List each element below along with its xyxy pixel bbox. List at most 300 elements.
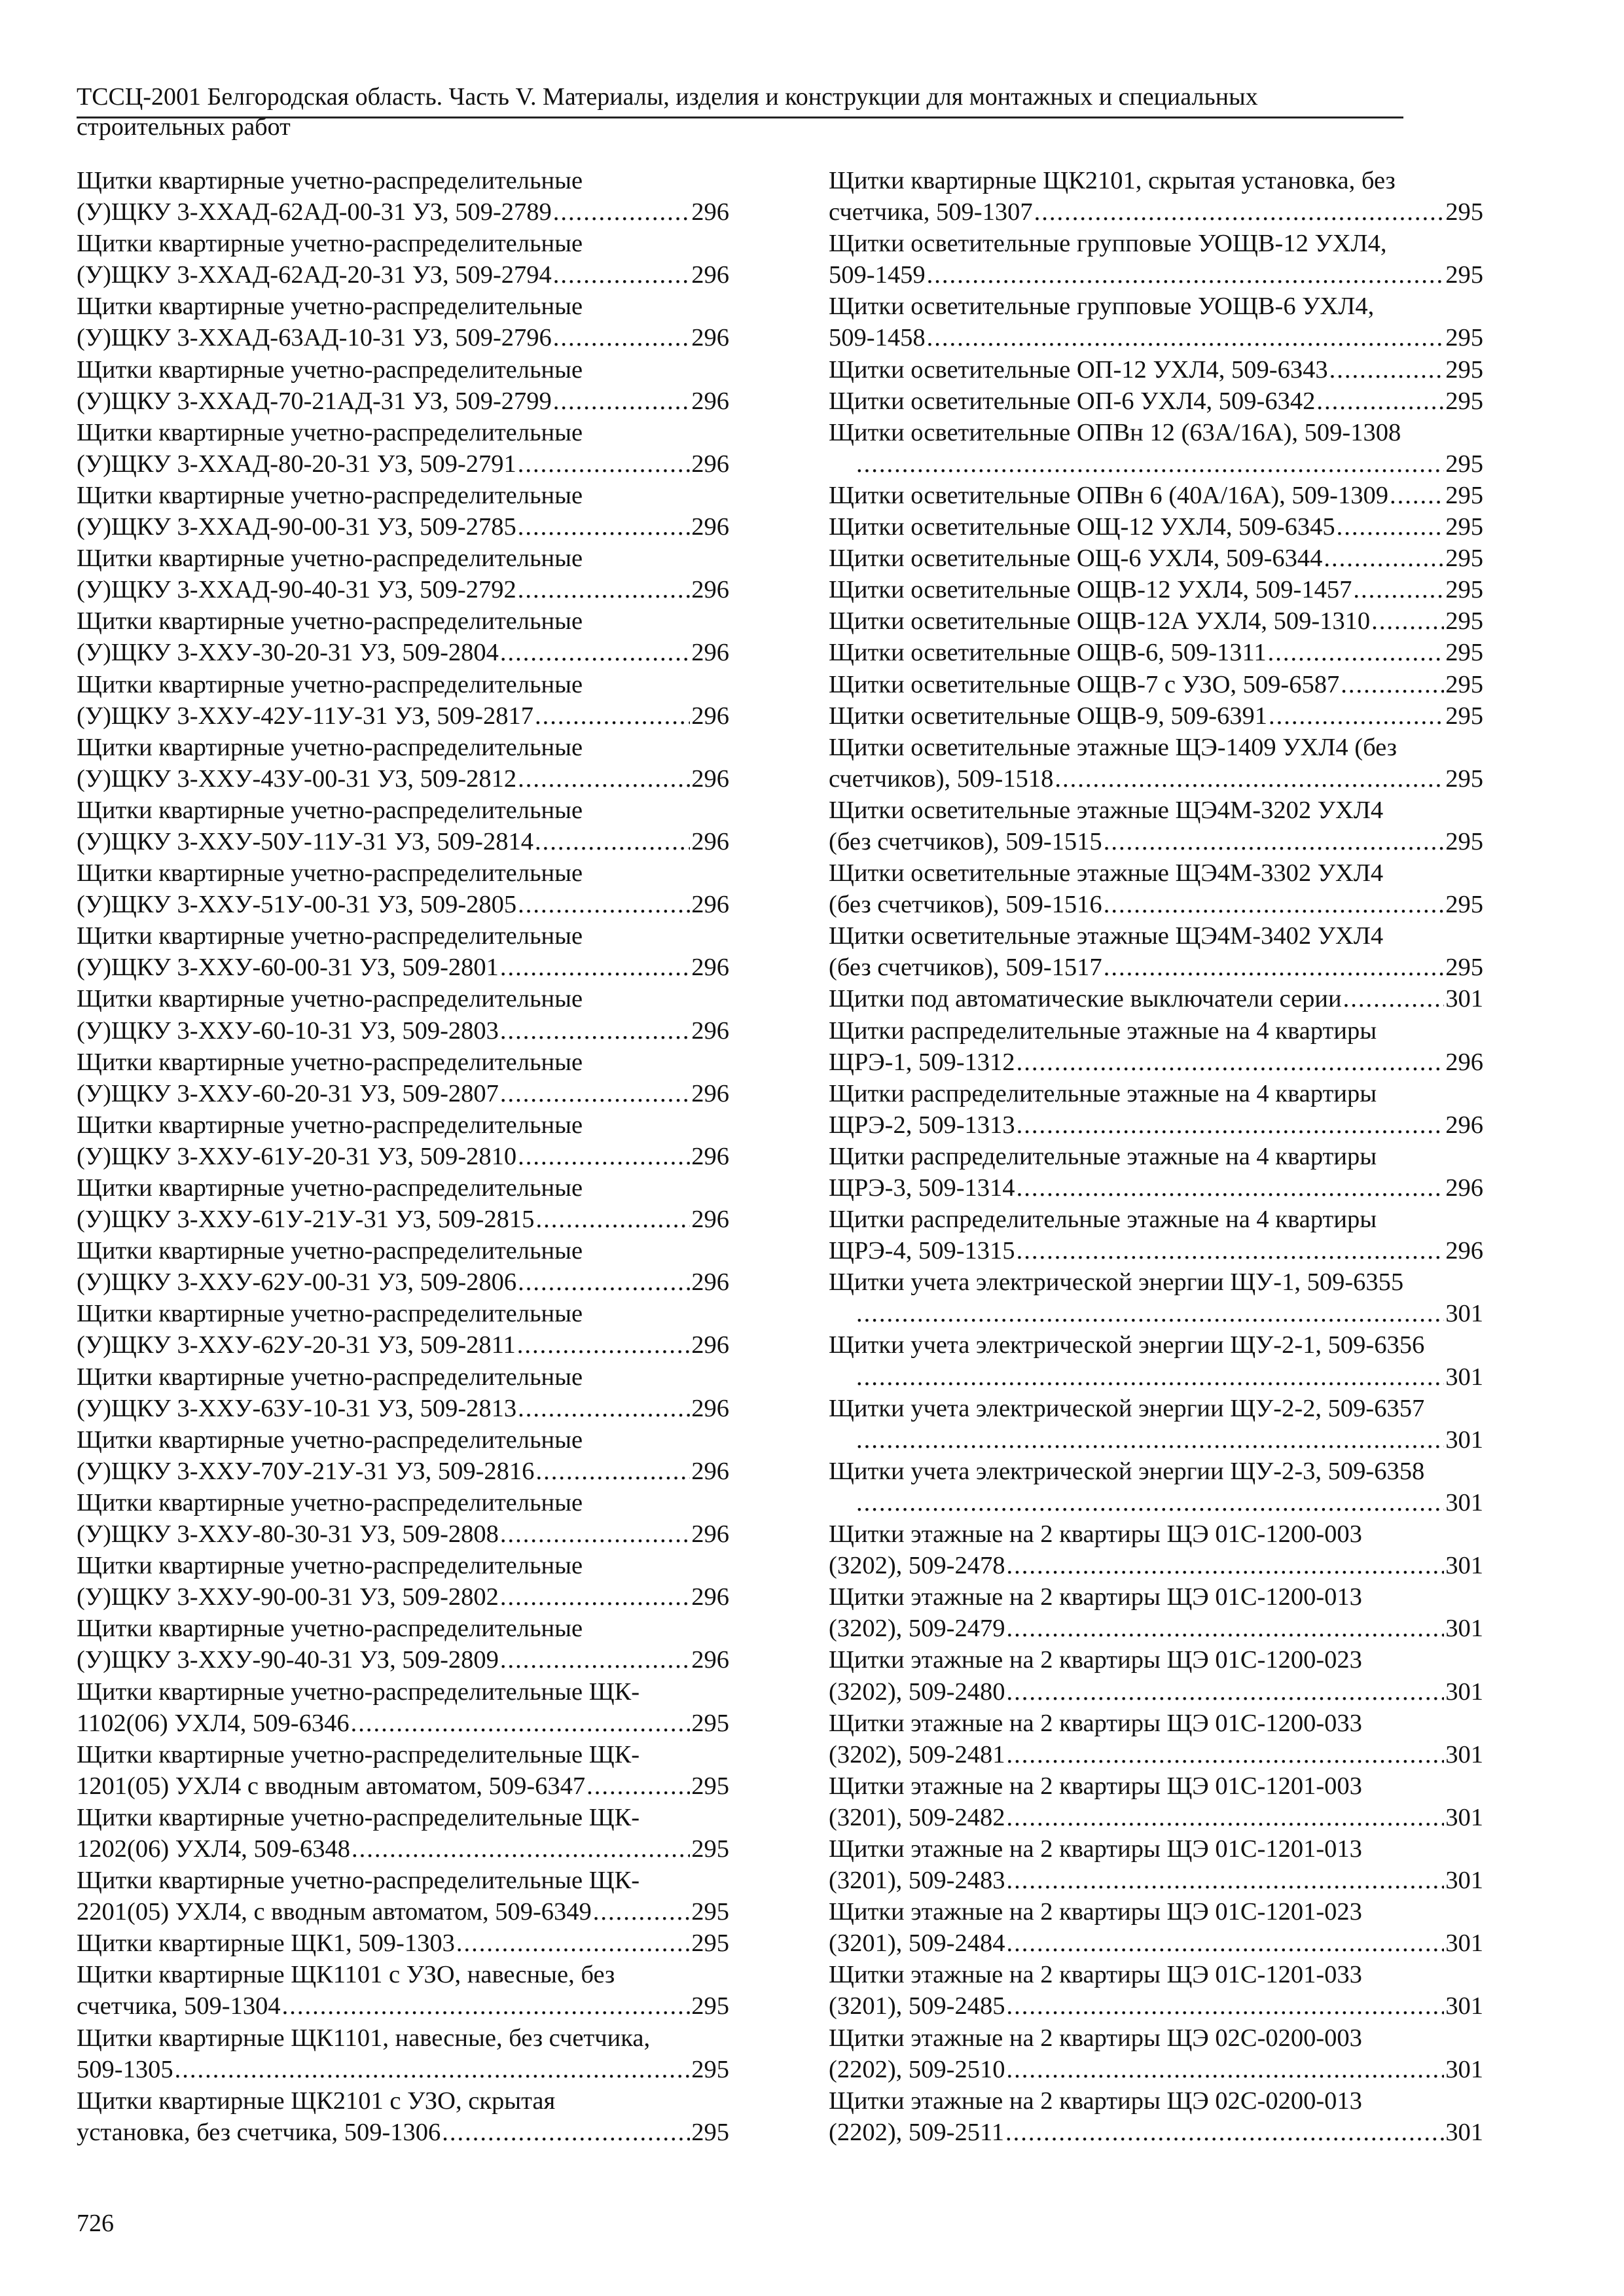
entry-text: Щитки этажные на 2 квартиры ЩЭ 01С-1201-013 xyxy=(829,1835,1362,1863)
dot-leader xyxy=(593,1896,690,1928)
entry-text: Щитки этажные на 2 квартиры ЩЭ 01С-1201-033 xyxy=(829,1961,1362,1989)
page-number: 726 xyxy=(77,2210,114,2237)
entry-text: 509-1459 xyxy=(829,261,926,289)
dot-leader xyxy=(535,1204,690,1235)
index-entry xyxy=(829,1204,1483,1266)
entry-last-line xyxy=(829,763,1483,795)
index-entry xyxy=(77,291,729,353)
dot-leader xyxy=(1006,1550,1444,1581)
entry-last-line xyxy=(77,700,729,732)
entry-text: Щитки квартирные учетно-распределительные xyxy=(77,1363,583,1391)
entry-page-number: 296 xyxy=(691,1142,729,1170)
index-entry xyxy=(829,920,1483,983)
entry-last-line xyxy=(829,1676,1483,1708)
entry-text: Щитки квартирные учетно-распределительные xyxy=(77,355,583,384)
entry-text: (У)ЩКУ 3-ХХАД-63АД-10-31 УЗ, 509-2796 xyxy=(77,324,552,352)
dot-leader xyxy=(927,322,1445,353)
entry-text: 1102(06) УХЛ4, 509-6346 xyxy=(77,1709,350,1737)
entry-last-line xyxy=(77,826,729,857)
dot-leader xyxy=(1371,605,1444,637)
entry-text: Щитки осветительные ОЩ-12 УХЛ4, 509-6345 xyxy=(829,513,1335,541)
dot-leader xyxy=(1353,574,1444,605)
entry-text: (У)ЩКУ 3-ХХУ-43У-00-31 УЗ, 509-2812 xyxy=(77,764,517,793)
entry-page-number: 301 xyxy=(1445,1803,1483,1831)
dot-leader xyxy=(1006,2054,1444,2085)
entry-text: (У)ЩКУ 3-ХХУ-60-00-31 УЗ, 509-2801 xyxy=(77,954,499,982)
index-entry xyxy=(829,1833,1483,1896)
dot-leader xyxy=(553,386,690,417)
dot-leader xyxy=(518,574,691,605)
entry-page-number: 301 xyxy=(1445,1929,1483,1958)
entry-page-number: 295 xyxy=(1445,827,1483,855)
entry-text: (3202), 509-2480 xyxy=(829,1677,1005,1706)
entry-text: Щитки квартирные учетно-распределительные xyxy=(77,293,583,321)
index-entry xyxy=(829,291,1483,353)
entry-page-number: 296 xyxy=(691,1079,729,1107)
entry-text: Щитки осветительные групповые УОЩВ-12 УХЛ4, xyxy=(829,230,1387,258)
dot-leader xyxy=(1006,1865,1444,1896)
entry-text: Щитки квартирные учетно-распределительные xyxy=(77,230,583,258)
entry-last-line xyxy=(855,1361,1483,1393)
entry-last-line xyxy=(855,1424,1483,1456)
entry-text: Щитки осветительные групповые УОЩВ-6 УХЛ4, xyxy=(829,293,1375,321)
entry-page-number: 295 xyxy=(691,1898,729,1926)
entry-text: Щитки осветительные этажные ЩЭ4М-3302 УХЛ4 xyxy=(829,859,1384,888)
entry-text: (3201), 509-2483 xyxy=(829,1867,1005,1895)
entry-text: 1201(05) УХЛ4 с вводным автоматом, 509-6347 xyxy=(77,1772,586,1800)
dot-leader xyxy=(856,1361,1444,1393)
index-entry xyxy=(829,1266,1483,1329)
entry-text: 2201(05) УХЛ4, с вводным автоматом, 509-6349 xyxy=(77,1898,592,1926)
index-entry xyxy=(829,1141,1483,1204)
entry-last-line xyxy=(77,259,729,291)
dot-leader xyxy=(1341,669,1444,700)
entry-text: (У)ЩКУ 3-ХХУ-61У-20-31 УЗ, 509-2810 xyxy=(77,1142,517,1170)
entry-text: (3202), 509-2479 xyxy=(829,1615,1005,1643)
entry-page-number: 295 xyxy=(1445,198,1483,226)
dot-leader xyxy=(518,1266,690,1298)
dot-leader xyxy=(175,2054,691,2085)
dot-leader xyxy=(856,1424,1444,1456)
entry-last-line xyxy=(829,2117,1483,2148)
dot-leader xyxy=(517,1329,691,1361)
entry-last-line xyxy=(77,1393,729,1424)
entry-text: Щитки квартирные учетно-распределительные xyxy=(77,1426,583,1454)
entry-text: (У)ЩКУ 3-ХХАД-90-00-31 УЗ, 509-2785 xyxy=(77,513,516,541)
entry-last-line xyxy=(829,1990,1483,2022)
entry-page-number: 295 xyxy=(691,2118,729,2146)
entry-text: Щитки квартирные ЩК2101 с УЗО, скрытая xyxy=(77,2087,556,2115)
index-entry xyxy=(829,1456,1483,1518)
dot-leader xyxy=(500,1518,690,1550)
index-entry xyxy=(829,1644,1483,1707)
entry-text: Щитки квартирные учетно-распределительные xyxy=(77,1048,583,1076)
index-entry xyxy=(77,228,729,291)
entry-last-line xyxy=(829,1739,1483,1770)
entry-page-number: 295 xyxy=(691,1772,729,1800)
index-entry xyxy=(829,700,1483,732)
index-entry xyxy=(829,165,1483,228)
index-entry xyxy=(829,417,1483,480)
entry-page-number: 295 xyxy=(1445,954,1483,982)
dot-leader xyxy=(1006,1928,1444,1959)
dot-leader xyxy=(1104,889,1445,920)
entry-page-number: 296 xyxy=(1445,1111,1483,1139)
entry-page-number: 301 xyxy=(1445,1300,1483,1328)
entry-text: Щитки квартирные учетно-распределительные xyxy=(77,1174,583,1202)
entry-text: Щитки распределительные этажные на 4 квартиры xyxy=(829,1206,1377,1234)
entry-text: Щитки квартирные учетно-распределительные xyxy=(77,1300,583,1328)
entry-text: Щитки осветительные ОЩВ-6, 509-1311 xyxy=(829,639,1267,667)
entry-text: (У)ЩКУ 3-ХХУ-62У-20-31 УЗ, 509-2811 xyxy=(77,1331,516,1359)
index-entry xyxy=(829,637,1483,668)
entry-page-number: 301 xyxy=(1445,1992,1483,2020)
entry-text: Щитки этажные на 2 квартиры ЩЭ 02С-0200-013 xyxy=(829,2087,1362,2115)
entry-last-line xyxy=(829,1928,1483,1959)
entry-page-number: 301 xyxy=(1445,2055,1483,2083)
entry-last-line xyxy=(829,1047,1483,1078)
header-line-1: ТССЦ-2001 Белгородская область. Часть V. Материалы, изделия и конструкции для монтажных и специальных xyxy=(77,83,1258,111)
index-entry xyxy=(77,480,729,543)
entry-page-number: 295 xyxy=(1445,450,1483,478)
entry-text: ЩРЭ-1, 509-1312 xyxy=(829,1048,1015,1076)
entry-page-number: 296 xyxy=(691,450,729,478)
dot-leader xyxy=(1017,1047,1445,1078)
dot-leader xyxy=(518,1141,690,1172)
entry-text: Щитки этажные на 2 квартиры ЩЭ 01С-1201-003 xyxy=(829,1772,1362,1800)
dot-leader xyxy=(856,1298,1444,1329)
dot-leader xyxy=(500,1581,690,1613)
index-entry xyxy=(829,1518,1483,1581)
dot-leader xyxy=(1390,480,1444,511)
entry-page-number: 296 xyxy=(691,954,729,982)
entry-text: Щитки под автоматические выключатели серии xyxy=(829,985,1342,1013)
entry-last-line xyxy=(855,1298,1483,1329)
entry-text: счетчиков), 509-1518 xyxy=(829,764,1054,793)
entry-page-number: 296 xyxy=(691,1268,729,1297)
dot-leader xyxy=(535,1456,690,1487)
dot-leader xyxy=(553,322,690,353)
entry-text: Щитки квартирные учетно-распределительные xyxy=(77,1615,583,1643)
entry-text: (3201), 509-2484 xyxy=(829,1929,1005,1958)
entry-text: (У)ЩКУ 3-ХХУ-60-10-31 УЗ, 509-2803 xyxy=(77,1016,499,1045)
dot-leader xyxy=(1104,952,1445,983)
entry-text: счетчика, 509-1307 xyxy=(829,198,1033,226)
entry-text: Щитки квартирные учетно-распределительные xyxy=(77,796,583,824)
entry-page-number: 296 xyxy=(691,198,729,226)
entry-text: Щитки квартирные учетно-распределительные xyxy=(77,1111,583,1139)
entry-page-number: 296 xyxy=(691,1646,729,1674)
entry-text: Щитки осветительные ОЩВ-12 УХЛ4, 509-1457 xyxy=(829,576,1352,604)
dot-leader xyxy=(535,700,690,732)
entry-last-line xyxy=(855,1487,1483,1518)
dot-leader xyxy=(1316,386,1444,417)
entry-last-line xyxy=(77,889,729,920)
entry-text: Щитки осветительные этажные ЩЭ4М-3202 УХЛ4 xyxy=(829,796,1384,824)
index-entry xyxy=(829,2085,1483,2148)
entry-text: Щитки квартирные ЩК1101 с УЗО, навесные, без xyxy=(77,1961,615,1989)
index-entry xyxy=(829,795,1483,857)
entry-text: (У)ЩКУ 3-ХХУ-60-20-31 УЗ, 509-2807 xyxy=(77,1079,499,1107)
entry-last-line xyxy=(77,1644,729,1676)
entry-page-number: 295 xyxy=(1445,513,1483,541)
entry-text: Щитки квартирные учетно-распределительные xyxy=(77,607,583,636)
entry-text: Щитки этажные на 2 квартиры ЩЭ 01С-1200-023 xyxy=(829,1646,1362,1674)
entry-last-line xyxy=(829,1109,1483,1141)
entry-page-number: 301 xyxy=(1445,1363,1483,1391)
entry-last-line xyxy=(77,511,729,543)
entry-page-number: 301 xyxy=(1445,1867,1483,1895)
entry-page-number: 296 xyxy=(691,1331,729,1359)
entry-page-number: 295 xyxy=(691,2055,729,2083)
entry-last-line xyxy=(855,448,1483,480)
index-entry xyxy=(77,1676,729,1739)
entry-last-line xyxy=(829,1172,1483,1204)
entry-last-line xyxy=(77,196,729,228)
entry-last-line xyxy=(829,196,1483,228)
entry-page-number: 295 xyxy=(1445,355,1483,384)
entry-text: (без счетчиков), 509-1515 xyxy=(829,827,1102,855)
entry-last-line xyxy=(77,1518,729,1550)
entry-last-line xyxy=(77,1833,729,1865)
entry-last-line xyxy=(77,1141,729,1172)
index-entry xyxy=(829,386,1483,417)
entry-page-number: 295 xyxy=(691,1992,729,2020)
index-entry xyxy=(829,605,1483,637)
entry-text: Щитки квартирные учетно-распределительные xyxy=(77,859,583,888)
entry-page-number: 295 xyxy=(1445,261,1483,289)
index-entry xyxy=(77,1959,729,2022)
index-entry xyxy=(829,1896,1483,1959)
entry-text: (3202), 509-2481 xyxy=(829,1740,1005,1768)
entry-last-line xyxy=(829,2054,1483,2085)
entry-page-number: 301 xyxy=(1445,1677,1483,1706)
entry-last-line xyxy=(77,952,729,983)
dot-leader xyxy=(1006,1739,1444,1770)
entry-text: (У)ЩКУ 3-ХХАД-90-40-31 УЗ, 509-2792 xyxy=(77,576,516,604)
entry-last-line xyxy=(829,637,1483,668)
index-entry xyxy=(77,1361,729,1424)
header-rule xyxy=(77,117,1403,118)
entry-page-number: 296 xyxy=(691,1520,729,1549)
index-entry xyxy=(829,1581,1483,1644)
dot-leader xyxy=(518,889,690,920)
dot-leader xyxy=(856,1487,1444,1518)
dot-leader xyxy=(282,1990,691,2022)
entry-text: Щитки учета электрической энергии ЩУ-2-3, 509-6358 xyxy=(829,1457,1425,1485)
entry-text: Щитки этажные на 2 квартиры ЩЭ 01С-1200-033 xyxy=(829,1709,1362,1737)
entry-page-number: 296 xyxy=(691,891,729,919)
entry-last-line xyxy=(77,1770,729,1802)
dot-leader xyxy=(1104,826,1445,857)
entry-text: Щитки этажные на 2 квартиры ЩЭ 02С-0200-003 xyxy=(829,2024,1362,2052)
entry-page-number: 301 xyxy=(1445,1488,1483,1516)
entry-text: Щитки этажные на 2 квартиры ЩЭ 01С-1200-003 xyxy=(829,1520,1362,1549)
entry-page-number: 296 xyxy=(691,1583,729,1611)
entry-text: Щитки этажные на 2 квартиры ЩЭ 01С-1201-023 xyxy=(829,1898,1362,1926)
index-entry xyxy=(77,732,729,795)
dot-leader xyxy=(456,1928,690,1959)
entry-text: Щитки осветительные ОП-6 УХЛ4, 509-6342 xyxy=(829,387,1316,415)
index-entry xyxy=(77,669,729,732)
entry-last-line xyxy=(77,574,729,605)
entry-text: (3202), 509-2478 xyxy=(829,1552,1005,1580)
entry-text: Щитки квартирные учетно-распределительные ЩК- xyxy=(77,1677,640,1706)
entry-text: (без счетчиков), 509-1517 xyxy=(829,954,1102,982)
entry-text: (У)ЩКУ 3-ХХУ-63У-10-31 УЗ, 509-2813 xyxy=(77,1394,517,1422)
dot-leader xyxy=(1268,637,1445,668)
entry-text: Щитки этажные на 2 квартиры ЩЭ 01С-1200-013 xyxy=(829,1583,1362,1611)
dot-leader xyxy=(1017,1235,1445,1266)
entry-page-number: 295 xyxy=(1445,481,1483,509)
entry-text: (2202), 509-2511 xyxy=(829,2118,1005,2146)
entry-text: Щитки осветительные ОЩВ-9, 509-6391 xyxy=(829,702,1268,730)
entry-page-number: 301 xyxy=(1445,1426,1483,1454)
entry-last-line xyxy=(77,1329,729,1361)
entry-page-number: 296 xyxy=(691,1016,729,1045)
index-entry xyxy=(829,2022,1483,2085)
dot-leader xyxy=(518,763,690,795)
entry-text: Щитки учета электрической энергии ЩУ-2-2, 509-6357 xyxy=(829,1394,1425,1422)
entry-text: Щитки квартирные ЩК2101, скрытая установка, без xyxy=(829,167,1396,194)
entry-text: Щитки распределительные этажные на 4 квартиры xyxy=(829,1016,1377,1045)
entry-page-number: 295 xyxy=(1445,324,1483,352)
entry-last-line xyxy=(77,1990,729,2022)
dot-leader xyxy=(1005,2117,1444,2148)
entry-last-line xyxy=(829,1235,1483,1266)
entry-text: Щитки квартирные учетно-распределительные xyxy=(77,418,583,446)
index-entry xyxy=(829,1078,1483,1141)
index-entry xyxy=(77,417,729,480)
entry-page-number: 301 xyxy=(1445,1615,1483,1643)
index-entry xyxy=(829,1329,1483,1392)
entry-text: Щитки квартирные учетно-распределительные xyxy=(77,733,583,761)
entry-text: счетчика, 509-1304 xyxy=(77,1992,281,2020)
entry-text: (У)ЩКУ 3-ХХУ-51У-00-31 УЗ, 509-2805 xyxy=(77,891,517,919)
entry-last-line xyxy=(829,354,1483,386)
entry-last-line xyxy=(829,511,1483,543)
entry-text: Щитки квартирные учетно-распределительные ЩК- xyxy=(77,1740,640,1768)
entry-text: Щитки учета электрической энергии ЩУ-1, 509-6355 xyxy=(829,1268,1404,1297)
entry-page-number: 296 xyxy=(691,1206,729,1234)
index-entry xyxy=(77,354,729,417)
entry-last-line xyxy=(77,1896,729,1928)
index-entry xyxy=(77,983,729,1046)
entry-text: Щитки осветительные этажные ЩЭ-1409 УХЛ4 (без xyxy=(829,733,1397,761)
entry-text: ЩРЭ-3, 509-1314 xyxy=(829,1174,1015,1202)
index-entry xyxy=(77,920,729,983)
index-entry xyxy=(77,1109,729,1172)
entry-last-line xyxy=(829,700,1483,732)
entry-last-line xyxy=(77,1708,729,1739)
entry-last-line xyxy=(829,952,1483,983)
dot-leader xyxy=(1017,1109,1445,1141)
dot-leader xyxy=(500,1078,690,1109)
entry-text: (У)ЩКУ 3-ХХУ-90-00-31 УЗ, 509-2802 xyxy=(77,1583,499,1611)
index-entry xyxy=(77,605,729,668)
entry-text: Щитки осветительные ОПВн 12 (63А/16А), 509-1308 xyxy=(829,418,1401,446)
dot-leader xyxy=(518,448,691,480)
entry-text: (У)ЩКУ 3-ХХАД-80-20-31 УЗ, 509-2791 xyxy=(77,450,516,478)
entry-text: (У)ЩКУ 3-ХХУ-62У-00-31 УЗ, 509-2806 xyxy=(77,1268,517,1297)
entry-text: (2202), 509-2510 xyxy=(829,2055,1005,2083)
entry-page-number: 296 xyxy=(691,764,729,793)
entry-last-line xyxy=(77,322,729,353)
entry-page-number: 295 xyxy=(1445,545,1483,573)
index-entry xyxy=(77,1487,729,1550)
index-entry xyxy=(77,857,729,920)
entry-text: (У)ЩКУ 3-ХХУ-80-30-31 УЗ, 509-2808 xyxy=(77,1520,499,1549)
entry-text: Щитки осветительные ОП-12 УХЛ4, 509-6343 xyxy=(829,355,1328,384)
entry-text: (У)ЩКУ 3-ХХАД-62АД-00-31 УЗ, 509-2789 xyxy=(77,198,552,226)
dot-leader xyxy=(856,448,1444,480)
entry-page-number: 295 xyxy=(1445,387,1483,415)
entry-page-number: 295 xyxy=(1445,702,1483,730)
entry-text: (без счетчиков), 509-1516 xyxy=(829,891,1102,919)
dot-leader xyxy=(500,1015,690,1047)
entry-text: (У)ЩКУ 3-ХХАД-70-21АД-31 УЗ, 509-2799 xyxy=(77,387,552,415)
entry-page-number: 296 xyxy=(1445,1237,1483,1265)
entry-last-line xyxy=(829,1613,1483,1644)
index-entry xyxy=(829,983,1483,1014)
index-entry xyxy=(77,1613,729,1676)
entry-last-line xyxy=(77,2117,729,2148)
index-entry xyxy=(77,1802,729,1865)
entry-text: (У)ЩКУ 3-ХХУ-90-40-31 УЗ, 509-2809 xyxy=(77,1646,499,1674)
entry-page-number: 296 xyxy=(691,1394,729,1422)
entry-text: 509-1305 xyxy=(77,2055,173,2083)
entry-text: Щитки квартирные учетно-распределительные ЩК- xyxy=(77,1867,640,1895)
dot-leader xyxy=(1017,1172,1445,1204)
entry-page-number: 301 xyxy=(1445,2118,1483,2146)
index-entry xyxy=(77,543,729,605)
dot-leader xyxy=(1055,763,1444,795)
index-entry xyxy=(77,1424,729,1487)
dot-leader xyxy=(1337,511,1445,543)
entry-text: Щитки квартирные учетно-распределительные xyxy=(77,545,583,573)
entry-text: Щитки квартирные учетно-распределительные xyxy=(77,1552,583,1580)
index-entry xyxy=(829,480,1483,511)
index-entry xyxy=(77,1298,729,1361)
entry-page-number: 296 xyxy=(1445,1174,1483,1202)
entry-last-line xyxy=(77,763,729,795)
entry-text: ЩРЭ-4, 509-1315 xyxy=(829,1237,1015,1265)
dot-leader xyxy=(553,196,690,228)
index-entry xyxy=(77,165,729,228)
entry-last-line xyxy=(829,669,1483,700)
entry-last-line xyxy=(829,259,1483,291)
index-entry xyxy=(829,354,1483,386)
entry-text: Щитки квартирные учетно-распределительные xyxy=(77,1237,583,1265)
dot-leader xyxy=(535,826,690,857)
dot-leader xyxy=(1006,1676,1444,1708)
entry-text: Щитки осветительные этажные ЩЭ4М-3402 УХЛ4 xyxy=(829,922,1384,950)
entry-last-line xyxy=(77,2054,729,2085)
dot-leader xyxy=(927,259,1445,291)
entry-page-number: 295 xyxy=(691,1835,729,1863)
entry-page-number: 301 xyxy=(1445,985,1483,1013)
entry-text: (У)ЩКУ 3-ХХУ-30-20-31 УЗ, 509-2804 xyxy=(77,639,499,667)
entry-last-line xyxy=(77,637,729,668)
entry-page-number: 296 xyxy=(691,639,729,667)
entry-text: 509-1458 xyxy=(829,324,926,352)
dot-leader xyxy=(1006,1990,1444,2022)
entry-last-line xyxy=(829,983,1483,1014)
index-entry xyxy=(77,1235,729,1298)
entry-last-line xyxy=(829,1550,1483,1581)
header-line-2: строительных работ xyxy=(77,113,291,141)
entry-last-line xyxy=(77,1015,729,1047)
